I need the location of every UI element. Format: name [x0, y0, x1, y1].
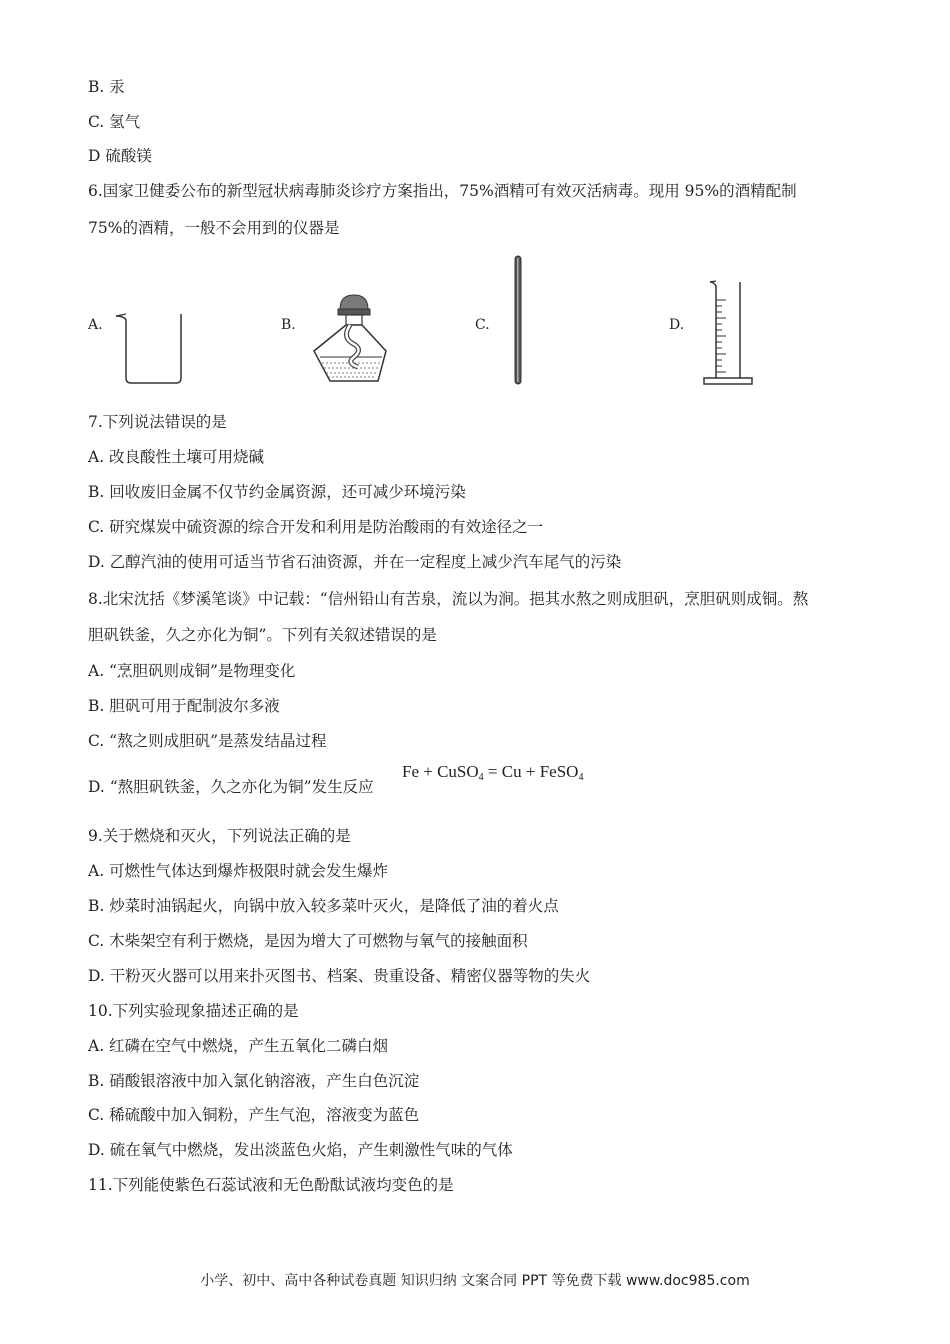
graduated-cylinder-icon [700, 278, 756, 388]
beaker-icon [112, 310, 186, 386]
q9-option-a: A. 可燃性气体达到爆炸极限时就会发生爆炸 [88, 862, 389, 880]
q10-option-d: D. 硫在氧气中燃烧，发出淡蓝色火焰，产生刺激性气味的气体 [88, 1141, 513, 1159]
q6-option-a-label: A. [88, 317, 103, 333]
q7-stem: 7.下列说法错误的是 [88, 413, 227, 431]
q8-option-d: D. “熬胆矾铁釜，久之亦化为铜”发生反应 [88, 778, 374, 796]
q9-option-b: B. 炒菜时油锅起火，向锅中放入较多菜叶灭火，是降低了油的着火点 [88, 897, 559, 915]
q8-option-b: B. 胆矾可用于配制波尔多液 [88, 697, 280, 715]
q6-option-b-label: B. [281, 317, 296, 333]
q11-stem: 11.下列能使紫色石蕊试液和无色酚酞试液均变色的是 [88, 1176, 454, 1194]
q7-option-d: D. 乙醇汽油的使用可适当节省石油资源，并在一定程度上减少汽车尾气的污染 [88, 553, 622, 571]
q8-reaction-formula: Fe + CuSO$_4$ = Cu + FeSO$_4$ [402, 762, 584, 783]
q10-option-a: A. 红磷在空气中燃烧，产生五氧化二磷白烟 [88, 1037, 389, 1055]
q5-option-b: B. 汞 [88, 78, 125, 96]
q10-option-c: C. 稀硫酸中加入铜粉，产生气泡，溶液变为蓝色 [88, 1106, 420, 1124]
q6-stem-line1: 6.国家卫健委公布的新型冠状病毒肺炎诊疗方案指出，75%酒精可有效灭活病毒。现用 95%的酒精配制 [88, 182, 797, 200]
q7-option-a: A. 改良酸性土壤可用烧碱 [88, 448, 265, 466]
q8-option-c: C. “熬之则成胆矾”是蒸发结晶过程 [88, 732, 327, 750]
q7-option-c: C. 研究煤炭中硫资源的综合开发和利用是防治酸雨的有效途径之一 [88, 518, 544, 536]
q9-option-c: C. 木柴架空有利于燃烧，是因为增大了可燃物与氧气的接触面积 [88, 932, 528, 950]
q5-option-d: D 硫酸镁 [88, 147, 152, 165]
q5-option-c: C. 氢气 [88, 113, 141, 131]
page-footer: 小学、初中、高中各种试卷真题 知识归纳 文案合同 PPT 等免费下载 www.doc985.com [200, 1273, 750, 1289]
q10-option-b: B. 硝酸银溶液中加入氯化钠溶液，产生白色沉淀 [88, 1072, 420, 1090]
q7-option-b: B. 回收废旧金属不仅节约金属资源，还可减少环境污染 [88, 483, 466, 501]
q9-option-d: D. 干粉灭火器可以用来扑灭图书、档案、贵重设备、精密仪器等物的失火 [88, 967, 591, 985]
alcohol-lamp-icon [308, 291, 390, 385]
q10-stem: 10.下列实验现象描述正确的是 [88, 1002, 299, 1020]
glass-rod-icon [512, 254, 524, 386]
q6-option-d-label: D. [669, 317, 685, 333]
q8-stem-line2: 胆矾铁釜，久之亦化为铜”。下列有关叙述错误的是 [88, 626, 437, 644]
q8-option-a: A. “烹胆矾则成铜”是物理变化 [88, 662, 296, 680]
q9-stem: 9.关于燃烧和灭火，下列说法正确的是 [88, 827, 351, 845]
q8-stem-line1: 8.北宋沈括《梦溪笔谈》中记载：“信州铅山有苦泉，流以为涧。挹其水熬之则成胆矾，烹胆矾则成铜。熬 [88, 590, 809, 608]
q6-stem-line2: 75%的酒精，一般不会用到的仪器是 [88, 219, 340, 237]
q6-option-c-label: C. [475, 317, 490, 333]
